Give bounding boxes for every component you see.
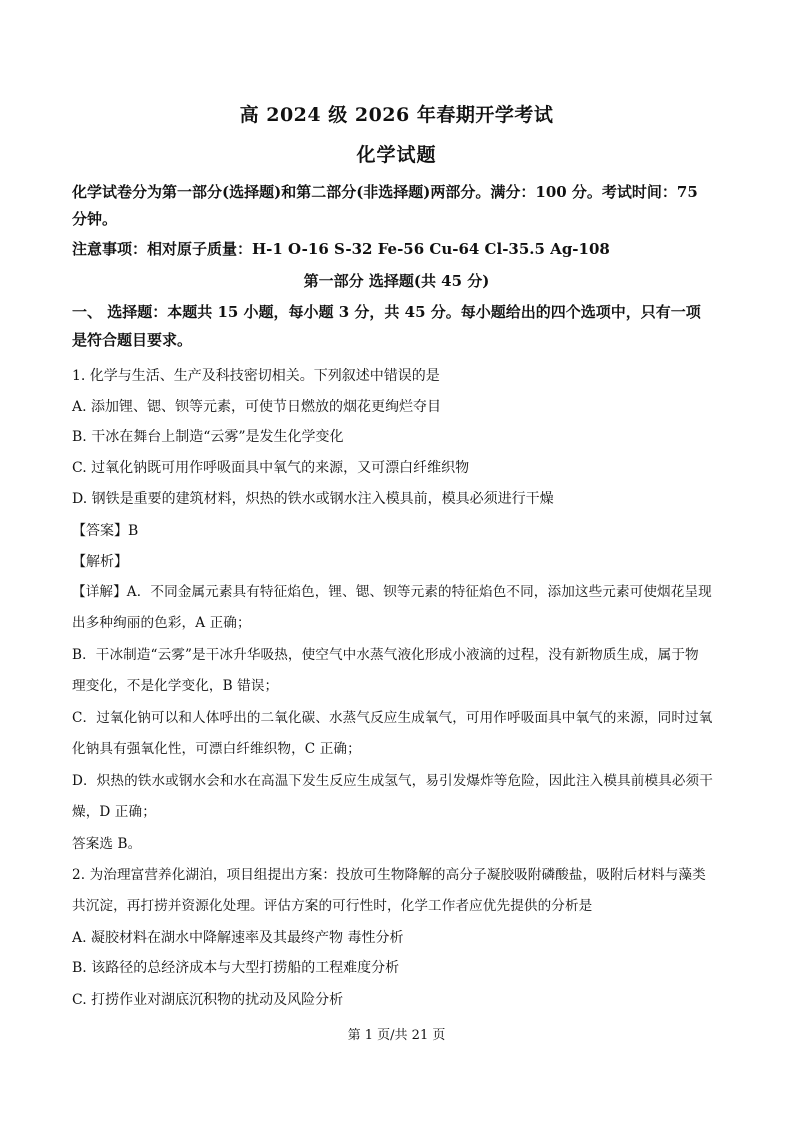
- part1-instructions-line-1: 一、 选择题：本题共 15 小题，每小题 3 分，共 45 分。每小题给出的四个选项中，只有一项: [72, 303, 701, 321]
- q1-final-answer: 答案选 B。: [72, 836, 142, 852]
- q1-detail-line: 【详解】A．不同金属元素具有特征焰色，锂、锶、钡等元素的特征焰色不同，添加这些元素可使烟花呈现: [72, 584, 712, 600]
- q1-option-d: D. 钢铁是重要的建筑材料，炽热的铁水或钢水注入模具前，模具必须进行干燥: [72, 491, 554, 507]
- q1-detail-line: 出多种绚丽的色彩，A 正确；: [72, 615, 251, 631]
- part1-instructions-line-2: 是符合题目要求。: [72, 331, 193, 349]
- q1-detail-line: 理变化，不是化学变化，B 错误；: [72, 678, 279, 694]
- part1-title: 第一部分 选择题(共 45 分): [303, 272, 490, 290]
- q1-option-b: B. 干冰在舞台上制造“云雾”是发生化学变化: [72, 429, 344, 445]
- q2-option-a: A. 凝胶材料在湖水中降解速率及其最终产物 毒性分析: [72, 930, 404, 946]
- intro-line-1: 化学试卷分为第一部分(选择题)和第二部分(非选择题)两部分。满分：100 分。考试时间：75: [72, 183, 698, 201]
- q1-detail-line: 化钠具有强氧化性，可漂白纤维织物，C 正确；: [72, 741, 361, 757]
- q2-option-b: B. 该路径的总经济成本与大型打捞船的工程难度分析: [72, 960, 400, 976]
- q2-option-c: C. 打捞作业对湖底沉积物的扰动及风险分析: [72, 992, 344, 1008]
- intro-line-2: 分钟。: [72, 210, 118, 228]
- q1-answer: 【答案】B: [72, 523, 139, 539]
- q1-stem: 1. 化学与生活、生产及科技密切相关。下列叙述中错误的是: [72, 368, 440, 384]
- page-number: 第 1 页/共 21 页: [347, 1028, 446, 1043]
- exam-title: 高 2024 级 2026 年春期开学考试: [239, 104, 554, 126]
- exam-subtitle: 化学试题: [356, 144, 437, 166]
- q2-stem-line-2: 共沉淀，再打捞并资源化处理。评估方案的可行性时，化学工作者应优先提供的分析是: [72, 898, 593, 914]
- q1-option-a: A. 添加锂、锶、钡等元素，可使节日燃放的烟花更绚烂夺目: [72, 399, 442, 415]
- q1-detail-line: 燥，D 正确；: [72, 804, 156, 820]
- q1-detail-line: B．干冰制造“云雾”是干冰升华吸热，使空气中水蒸气液化形成小液滴的过程，没有新物质生成，属于物: [72, 647, 699, 663]
- notes-atomic-mass: 注意事项：相对原子质量：H-1 O-16 S-32 Fe-56 Cu-64 Cl-35.5 Ag-108: [72, 240, 610, 258]
- q1-detail-line: D．炽热的铁水或钢水会和水在高温下发生反应生成氢气，易引发爆炸等危险，因此注入模具前模具必须干: [72, 773, 713, 789]
- q2-stem-line-1: 2. 为治理富营养化湖泊，项目组提出方案：投放可生物降解的高分子凝胶吸附磷酸盐，吸附后材料与藻类: [72, 867, 706, 883]
- q1-analysis-label: 【解析】: [72, 554, 128, 570]
- q1-detail-line: C．过氧化钠可以和人体呼出的二氧化碳、水蒸气反应生成氧气，可用作呼吸面具中氧气的来源，同时过氧: [72, 710, 713, 726]
- q1-option-c: C. 过氧化钠既可用作呼吸面具中氧气的来源，又可漂白纤维织物: [72, 460, 470, 476]
